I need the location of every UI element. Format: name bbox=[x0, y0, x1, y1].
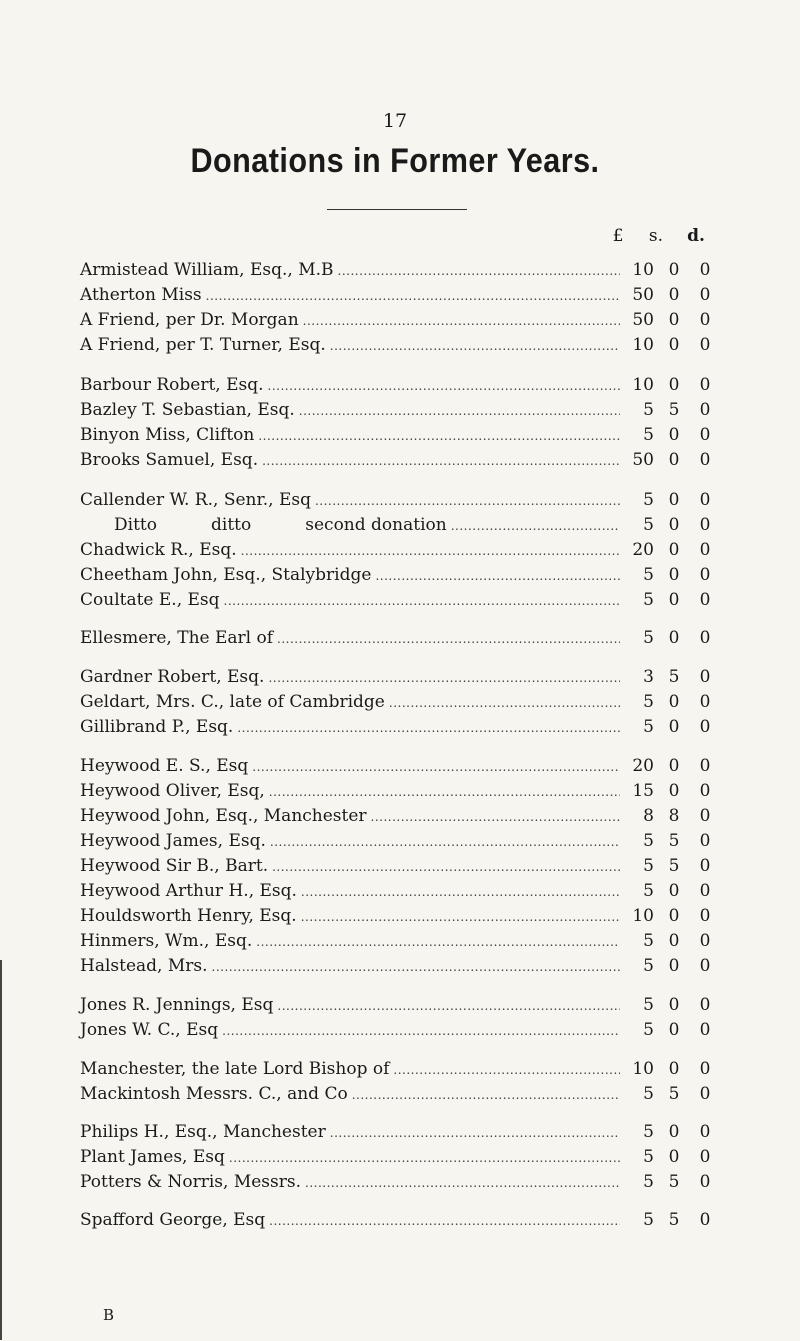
pence-value: 0 bbox=[699, 781, 711, 801]
pounds-value: 5 bbox=[643, 1020, 654, 1040]
pounds-value: 10 bbox=[632, 375, 654, 395]
dot-leader bbox=[277, 632, 620, 646]
dot-leader bbox=[212, 960, 621, 974]
shillings-value: 0 bbox=[668, 1147, 680, 1167]
dot-leader bbox=[393, 1063, 620, 1077]
donation-row bbox=[80, 1084, 720, 1108]
dot-leader bbox=[330, 1126, 620, 1140]
donor-name: Mackintosh Messrs. C., and Co bbox=[80, 1084, 348, 1104]
donation-row bbox=[80, 450, 720, 474]
donor-name: Philips H., Esq., Manchester bbox=[80, 1122, 326, 1142]
donor-name: Gardner Robert, Esq. bbox=[80, 667, 265, 687]
pounds-value: 5 bbox=[643, 931, 654, 951]
dot-leader bbox=[224, 594, 620, 608]
pence-value: 0 bbox=[699, 931, 711, 951]
donation-row bbox=[80, 1059, 720, 1083]
donation-row bbox=[80, 756, 720, 780]
pence-value: 0 bbox=[699, 450, 711, 470]
signature-mark: B bbox=[103, 1306, 115, 1324]
pence-value: 0 bbox=[699, 1059, 711, 1079]
pence-value: 0 bbox=[699, 335, 711, 355]
pounds-value: 5 bbox=[643, 692, 654, 712]
shillings-value: 0 bbox=[668, 490, 680, 510]
dot-leader bbox=[269, 1214, 620, 1228]
shillings-value: 0 bbox=[668, 931, 680, 951]
donation-row bbox=[80, 995, 720, 1019]
shillings-value: 0 bbox=[668, 1122, 680, 1142]
donor-name: Brooks Samuel, Esq. bbox=[80, 450, 259, 470]
pounds-value: 10 bbox=[632, 906, 654, 926]
dot-leader bbox=[269, 785, 620, 799]
pounds-header: £ bbox=[612, 226, 624, 246]
dot-leader bbox=[229, 1151, 620, 1165]
pounds-value: 5 bbox=[643, 1147, 654, 1167]
donation-row bbox=[80, 565, 720, 589]
pounds-value: 5 bbox=[643, 565, 654, 585]
dot-leader bbox=[241, 544, 620, 558]
pence-value: 0 bbox=[699, 310, 711, 330]
shillings-value: 0 bbox=[668, 906, 680, 926]
shillings-value: 5 bbox=[668, 1210, 680, 1230]
pounds-value: 5 bbox=[643, 1210, 654, 1230]
shillings-header: s. bbox=[648, 226, 664, 246]
pence-value: 0 bbox=[699, 1147, 711, 1167]
donor-name: Binyon Miss, Clifton bbox=[80, 425, 255, 445]
donor-name: Plant James, Esq bbox=[80, 1147, 225, 1167]
dot-leader bbox=[303, 314, 620, 328]
title-rule bbox=[327, 209, 467, 210]
dot-leader bbox=[222, 1024, 620, 1038]
pounds-value: 5 bbox=[643, 856, 654, 876]
shillings-value: 0 bbox=[668, 956, 680, 976]
donor-name: Bazley T. Sebastian, Esq. bbox=[80, 400, 295, 420]
pounds-value: 3 bbox=[643, 667, 654, 687]
donation-row bbox=[80, 1147, 720, 1171]
donor-name: Atherton Miss bbox=[80, 285, 202, 305]
donor-name: Barbour Robert, Esq. bbox=[80, 375, 264, 395]
pence-value: 0 bbox=[699, 692, 711, 712]
shillings-value: 0 bbox=[668, 375, 680, 395]
dot-leader bbox=[301, 910, 620, 924]
donor-name: Gillibrand P., Esq. bbox=[80, 717, 234, 737]
pence-value: 0 bbox=[699, 1210, 711, 1230]
donor-name: Jones W. C., Esq bbox=[80, 1020, 219, 1040]
shillings-value: 0 bbox=[668, 995, 680, 1015]
pence-value: 0 bbox=[699, 1172, 711, 1192]
pounds-value: 5 bbox=[643, 590, 654, 610]
donor-name: Potters & Norris, Messrs. bbox=[80, 1172, 301, 1192]
dot-leader bbox=[252, 760, 620, 774]
shillings-value: 8 bbox=[668, 806, 680, 826]
pounds-value: 5 bbox=[643, 425, 654, 445]
pounds-value: 5 bbox=[643, 400, 654, 420]
shillings-value: 5 bbox=[668, 667, 680, 687]
pence-value: 0 bbox=[699, 400, 711, 420]
shillings-value: 0 bbox=[668, 540, 680, 560]
donation-row bbox=[80, 1122, 720, 1146]
donor-name: Houldsworth Henry, Esq. bbox=[80, 906, 297, 926]
donation-row bbox=[80, 781, 720, 805]
donation-row bbox=[80, 375, 720, 399]
pounds-value: 50 bbox=[632, 285, 654, 305]
donation-row bbox=[80, 806, 720, 830]
pence-value: 0 bbox=[699, 628, 711, 648]
pence-value: 0 bbox=[699, 515, 711, 535]
pence-value: 0 bbox=[699, 590, 711, 610]
pence-value: 0 bbox=[699, 906, 711, 926]
donation-row bbox=[80, 260, 720, 284]
donation-row bbox=[80, 881, 720, 905]
pence-value: 0 bbox=[699, 717, 711, 737]
pounds-value: 15 bbox=[632, 781, 654, 801]
dot-leader bbox=[256, 935, 620, 949]
currency-header bbox=[600, 226, 724, 246]
pounds-value: 5 bbox=[643, 1084, 654, 1104]
dot-leader bbox=[315, 494, 620, 508]
page-edge bbox=[0, 960, 2, 1340]
donor-name: Hinmers, Wm., Esq. bbox=[80, 931, 253, 951]
pounds-value: 50 bbox=[632, 310, 654, 330]
shillings-value: 0 bbox=[668, 425, 680, 445]
donation-row bbox=[80, 628, 720, 652]
donation-row bbox=[80, 667, 720, 691]
pence-value: 0 bbox=[699, 425, 711, 445]
pounds-value: 20 bbox=[632, 540, 654, 560]
dot-leader bbox=[206, 289, 620, 303]
donor-name: Armistead William, Esq., M.B bbox=[80, 260, 334, 280]
pounds-value: 5 bbox=[643, 717, 654, 737]
dot-leader bbox=[268, 379, 620, 393]
pence-header: d. bbox=[687, 226, 705, 246]
shillings-value: 0 bbox=[668, 756, 680, 776]
pounds-value: 5 bbox=[643, 995, 654, 1015]
donor-name: Heywood E. S., Esq bbox=[80, 756, 249, 776]
pence-value: 0 bbox=[699, 856, 711, 876]
pence-value: 0 bbox=[699, 540, 711, 560]
pounds-value: 20 bbox=[632, 756, 654, 776]
pounds-value: 5 bbox=[643, 1122, 654, 1142]
shillings-value: 0 bbox=[668, 1020, 680, 1040]
pence-value: 0 bbox=[699, 881, 711, 901]
shillings-value: 0 bbox=[668, 285, 680, 305]
pence-value: 0 bbox=[699, 1084, 711, 1104]
donor-name: Heywood Arthur H., Esq. bbox=[80, 881, 297, 901]
dot-leader bbox=[262, 454, 620, 468]
donor-name: Ditto ditto second donation bbox=[114, 515, 447, 535]
shillings-value: 0 bbox=[668, 590, 680, 610]
donation-row bbox=[80, 1172, 720, 1196]
pence-value: 0 bbox=[699, 956, 711, 976]
page-title: Donations in Former Years. bbox=[190, 142, 600, 180]
pence-value: 0 bbox=[699, 490, 711, 510]
dot-leader bbox=[330, 339, 620, 353]
pounds-value: 5 bbox=[643, 1172, 654, 1192]
donor-name: A Friend, per Dr. Morgan bbox=[80, 310, 299, 330]
pence-value: 0 bbox=[699, 1020, 711, 1040]
donor-name: Halstead, Mrs. bbox=[80, 956, 208, 976]
donation-row bbox=[80, 856, 720, 880]
donor-name: Cheetham John, Esq., Stalybridge bbox=[80, 565, 372, 585]
dot-leader bbox=[338, 264, 620, 278]
donation-row bbox=[80, 285, 720, 309]
pence-value: 0 bbox=[699, 831, 711, 851]
donor-name: Coultate E., Esq bbox=[80, 590, 220, 610]
shillings-value: 0 bbox=[668, 717, 680, 737]
dot-leader bbox=[451, 519, 620, 533]
dot-leader bbox=[272, 860, 620, 874]
donor-name: Jones R. Jennings, Esq bbox=[80, 995, 274, 1015]
donor-name: Heywood James, Esq. bbox=[80, 831, 266, 851]
donation-row bbox=[80, 490, 720, 514]
donation-row bbox=[80, 425, 720, 449]
page-number: 17 bbox=[382, 110, 408, 132]
donor-name: Ellesmere, The Earl of bbox=[80, 628, 274, 648]
donor-name: Manchester, the late Lord Bishop of bbox=[80, 1059, 390, 1079]
donor-name: A Friend, per T. Turner, Esq. bbox=[80, 335, 326, 355]
shillings-value: 5 bbox=[668, 1172, 680, 1192]
shillings-value: 5 bbox=[668, 400, 680, 420]
pence-value: 0 bbox=[699, 285, 711, 305]
shillings-value: 0 bbox=[668, 260, 680, 280]
dot-leader bbox=[352, 1088, 620, 1102]
pounds-value: 10 bbox=[632, 1059, 654, 1079]
shillings-value: 0 bbox=[668, 565, 680, 585]
shillings-value: 0 bbox=[668, 781, 680, 801]
donation-row bbox=[80, 831, 720, 855]
donor-name: Callender W. R., Senr., Esq bbox=[80, 490, 311, 510]
donation-row bbox=[80, 515, 720, 539]
pounds-value: 5 bbox=[643, 956, 654, 976]
donation-row bbox=[80, 335, 720, 359]
donor-name: Heywood Oliver, Esq, bbox=[80, 781, 265, 801]
donation-row bbox=[80, 400, 720, 424]
shillings-value: 0 bbox=[668, 628, 680, 648]
shillings-value: 0 bbox=[668, 1059, 680, 1079]
dot-leader bbox=[237, 721, 620, 735]
donation-row bbox=[80, 717, 720, 741]
donation-row bbox=[80, 540, 720, 564]
donor-name: Spafford George, Esq bbox=[80, 1210, 266, 1230]
dot-leader bbox=[301, 885, 620, 899]
donation-row bbox=[80, 1210, 720, 1234]
dot-leader bbox=[389, 696, 620, 710]
pence-value: 0 bbox=[699, 1122, 711, 1142]
shillings-value: 5 bbox=[668, 831, 680, 851]
donor-name: Heywood John, Esq., Manchester bbox=[80, 806, 367, 826]
shillings-value: 0 bbox=[668, 450, 680, 470]
dot-leader bbox=[268, 671, 620, 685]
pounds-value: 5 bbox=[643, 628, 654, 648]
pence-value: 0 bbox=[699, 806, 711, 826]
dot-leader bbox=[258, 429, 620, 443]
shillings-value: 5 bbox=[668, 856, 680, 876]
pounds-value: 5 bbox=[643, 490, 654, 510]
donor-name: Chadwick R., Esq. bbox=[80, 540, 237, 560]
pounds-value: 10 bbox=[632, 335, 654, 355]
pounds-value: 50 bbox=[632, 450, 654, 470]
donation-row bbox=[80, 931, 720, 955]
shillings-value: 5 bbox=[668, 1084, 680, 1104]
pence-value: 0 bbox=[699, 260, 711, 280]
shillings-value: 0 bbox=[668, 335, 680, 355]
donation-row bbox=[80, 1020, 720, 1044]
donor-name: Geldart, Mrs. C., late of Cambridge bbox=[80, 692, 385, 712]
pence-value: 0 bbox=[699, 565, 711, 585]
shillings-value: 0 bbox=[668, 881, 680, 901]
dot-leader bbox=[305, 1176, 620, 1190]
pence-value: 0 bbox=[699, 995, 711, 1015]
dot-leader bbox=[277, 999, 620, 1013]
pence-value: 0 bbox=[699, 667, 711, 687]
pence-value: 0 bbox=[699, 375, 711, 395]
shillings-value: 0 bbox=[668, 692, 680, 712]
pence-value: 0 bbox=[699, 756, 711, 776]
donor-name: Heywood Sir B., Bart. bbox=[80, 856, 269, 876]
donation-row bbox=[80, 590, 720, 614]
pounds-value: 5 bbox=[643, 515, 654, 535]
donation-row bbox=[80, 692, 720, 716]
dot-leader bbox=[270, 835, 620, 849]
shillings-value: 0 bbox=[668, 310, 680, 330]
donation-row bbox=[80, 906, 720, 930]
pounds-value: 5 bbox=[643, 831, 654, 851]
dot-leader bbox=[299, 404, 620, 418]
dot-leader bbox=[375, 569, 620, 583]
donation-row bbox=[80, 956, 720, 980]
pounds-value: 10 bbox=[632, 260, 654, 280]
shillings-value: 0 bbox=[668, 515, 680, 535]
donation-row bbox=[80, 310, 720, 334]
dot-leader bbox=[371, 810, 620, 824]
pounds-value: 8 bbox=[643, 806, 654, 826]
pounds-value: 5 bbox=[643, 881, 654, 901]
